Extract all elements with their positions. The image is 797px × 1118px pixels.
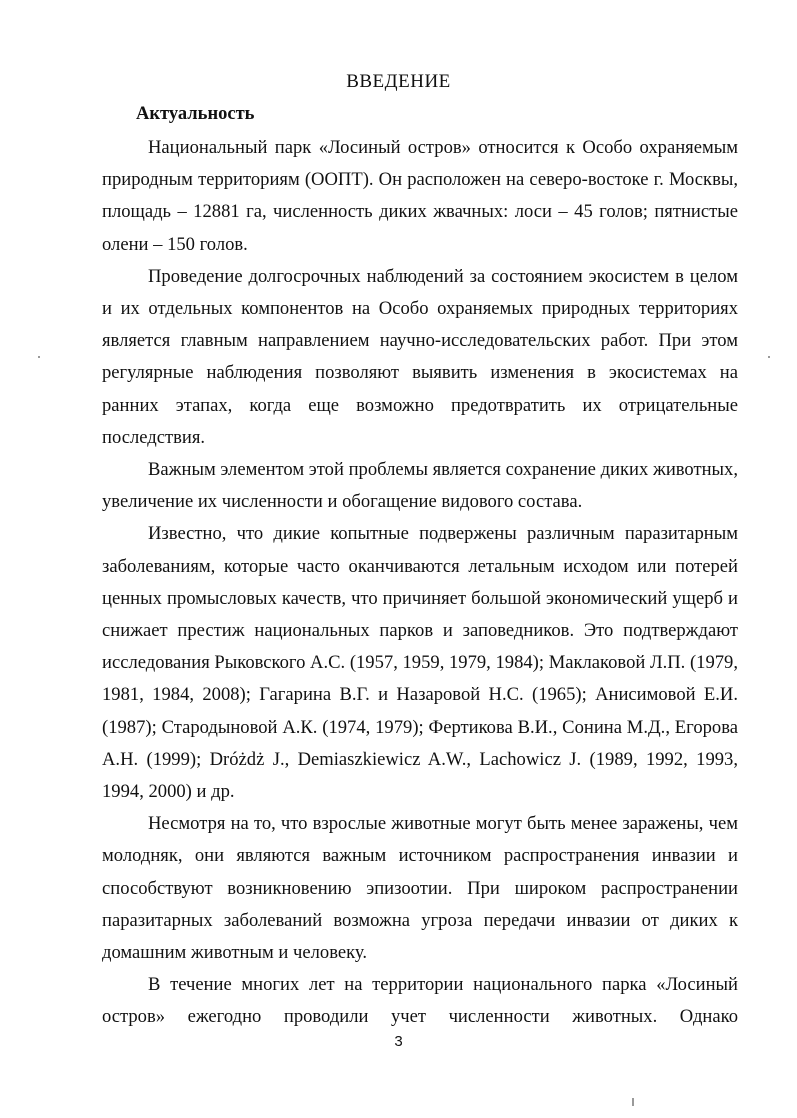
scan-speck (38, 356, 40, 358)
paragraph-4: Известно, что дикие копытные подвержены различным паразитарным заболеваниям, которые часто оканчиваются летальным исходом или потерей ценных промысловых качеств, что причиняет большой экономический ущерб и снижает престиж национальных парков и заповедников. Это подтверждают исследования Рыковского А.С. (1957, 1959, 1979, 1984); Маклаковой Л.П. (1979, 1981, 1984, 2008); Гагарина В.Г. и Назаровой Н.С. (1965); Анисимовой Е.И. (1987); Стародыновой А.К. (1974, 1979); Фертикова В.И., Сонина М.Д., Егорова А.Н. (1999); Dróżdż J., Demiaszkiewicz A.W., Lachowicz J. (1989, 1992, 1993, 1994, 2000) и др. (102, 523, 738, 803)
paragraph-1: Национальный парк «Лосиный остров» относится к Особо охраняемым природным территориям (ООПТ). Он расположен на северо-востоке г. Москвы, площадь – 12881 га, численность диких жвачных: лоси – 45 голов; пятнистые олени – 150 голов. (102, 137, 738, 255)
paragraph-5: Несмотря на то, что взрослые животные могут быть менее заражены, чем молодняк, они являются важным источником распространения инвазии и способствуют возникновению эпизоотии. При широком распространении паразитарных заболеваний возможна угроза передачи инвазии от диких к домашним животным и человеку. (102, 813, 738, 964)
body-text (102, 132, 738, 1034)
subsection-heading: Актуальность (136, 104, 255, 124)
paragraph-3: Важным элементом этой проблемы является сохранение диких животных, увеличение их численности и обогащение видового состава. (102, 459, 738, 513)
scan-speck (632, 1098, 634, 1106)
page-number: 3 (394, 1033, 403, 1050)
section-title: ВВЕДЕНИЕ (346, 71, 451, 92)
paragraph-6: В течение многих лет на территории национального парка «Лосиный остров» ежегодно проводили учет численности животных. Однако (102, 974, 738, 1028)
scan-speck (768, 356, 770, 358)
paragraph-2: Проведение долгосрочных наблюдений за состоянием экосистем в целом и их отдельных компонентов на Особо охраняемых природных территориях является главным направлением научно-исследовательских работ. При этом регулярные наблюдения позволяют выявить изменения в экосистемах на ранних этапах, когда еще возможно предотвратить их отрицательные последствия. (102, 265, 738, 448)
